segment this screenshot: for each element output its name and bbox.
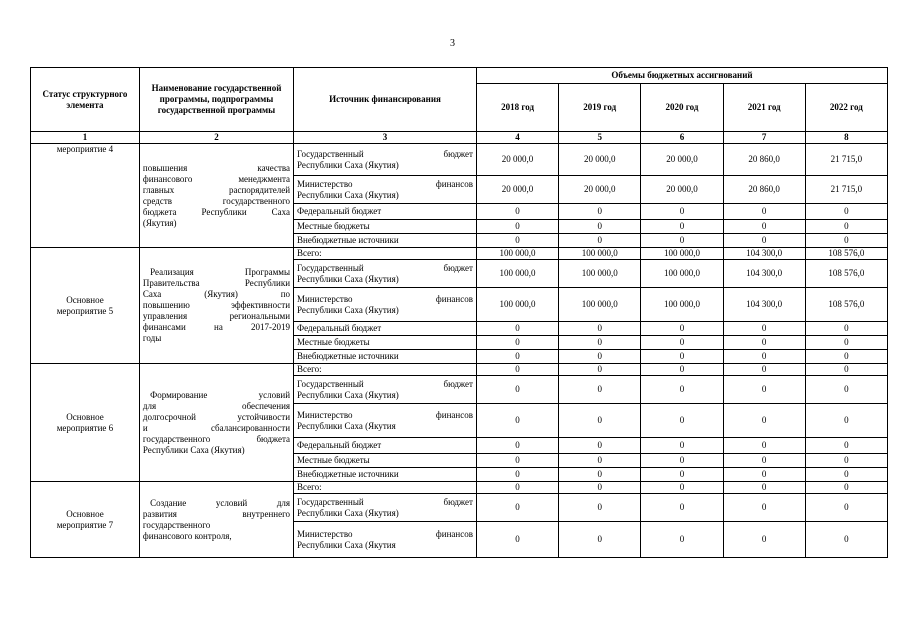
funding-source-line: Республики Саха (Якутия) bbox=[297, 389, 399, 400]
budget-value: 100 000,0 bbox=[476, 260, 558, 288]
budget-value: 0 bbox=[476, 204, 558, 220]
budget-value: 100 000,0 bbox=[476, 248, 558, 260]
budget-value: 0 bbox=[641, 322, 723, 336]
budget-value: 0 bbox=[559, 336, 641, 350]
funding-source-line: Республики Саха (Якутия) bbox=[297, 507, 399, 518]
budget-value: 0 bbox=[805, 336, 887, 350]
funding-source-line: Местные бюджеты bbox=[297, 455, 370, 465]
program-name-line: для обеспечения bbox=[142, 400, 291, 411]
funding-source-cell bbox=[294, 376, 477, 404]
budget-value: 0 bbox=[805, 234, 887, 248]
budget-value: 0 bbox=[476, 350, 558, 364]
budget-value: 0 bbox=[476, 364, 558, 376]
funding-source-cell bbox=[294, 482, 477, 494]
funding-source-cell bbox=[294, 220, 477, 234]
page-number: 3 bbox=[450, 38, 455, 49]
budget-value: 100 000,0 bbox=[476, 288, 558, 322]
funding-source-cell bbox=[294, 336, 477, 350]
budget-value: 0 bbox=[805, 468, 887, 482]
funding-source-line: Государственный бюджет bbox=[297, 378, 473, 389]
budget-value: 108 576,0 bbox=[805, 288, 887, 322]
program-name-line: государственного bbox=[142, 519, 211, 530]
budget-value: 0 bbox=[805, 376, 887, 404]
budget-value: 0 bbox=[641, 220, 723, 234]
budget-value: 100 000,0 bbox=[559, 248, 641, 260]
budget-value: 0 bbox=[805, 322, 887, 336]
funding-source-line: Федеральный бюджет bbox=[297, 323, 382, 333]
funding-source-cell bbox=[294, 260, 477, 288]
budget-value: 100 000,0 bbox=[559, 288, 641, 322]
program-name-line: Правительства Республики bbox=[142, 278, 291, 288]
budget-value: 0 bbox=[641, 494, 723, 522]
funding-source-line: Государственный бюджет bbox=[297, 148, 473, 159]
budget-value: 0 bbox=[476, 494, 558, 522]
budget-value: 0 bbox=[805, 454, 887, 468]
column-number: 4 bbox=[476, 132, 558, 144]
column-number: 5 bbox=[559, 132, 641, 144]
budget-value: 0 bbox=[559, 494, 641, 522]
budget-value: 0 bbox=[723, 522, 805, 558]
funding-source-cell bbox=[294, 364, 477, 376]
program-name-line: финансового контроля, bbox=[142, 530, 232, 541]
status-line: мероприятие 6 bbox=[56, 422, 114, 433]
header-budget-volumes: Объемы бюджетных ассигнований bbox=[476, 68, 887, 84]
program-name-line: финансового менеджмента bbox=[142, 173, 291, 184]
budget-value: 0 bbox=[476, 234, 558, 248]
program-name-line: средств государственного bbox=[142, 195, 291, 206]
budget-value: 0 bbox=[805, 350, 887, 364]
budget-value: 0 bbox=[805, 220, 887, 234]
program-name-line: развития внутреннего bbox=[142, 508, 291, 519]
funding-source-line: Внебюджетные источники bbox=[297, 235, 399, 245]
program-name-line: Республики Саха (Якутия) bbox=[142, 444, 245, 455]
budget-value: 0 bbox=[476, 404, 558, 438]
budget-value: 0 bbox=[723, 404, 805, 438]
budget-value: 0 bbox=[559, 364, 641, 376]
budget-value: 104 300,0 bbox=[723, 260, 805, 288]
status-line: Основное bbox=[66, 508, 104, 519]
budget-value: 0 bbox=[723, 468, 805, 482]
column-number: 1 bbox=[31, 132, 140, 144]
budget-value: 0 bbox=[805, 494, 887, 522]
budget-value: 100 000,0 bbox=[641, 248, 723, 260]
budget-value: 0 bbox=[805, 404, 887, 438]
budget-value: 100 000,0 bbox=[641, 288, 723, 322]
budget-value: 0 bbox=[559, 438, 641, 454]
funding-source-cell bbox=[294, 350, 477, 364]
funding-source-cell bbox=[294, 522, 477, 558]
budget-value: 0 bbox=[476, 482, 558, 494]
budget-value: 0 bbox=[805, 204, 887, 220]
table-row bbox=[31, 248, 888, 260]
status-line: мероприятие 7 bbox=[56, 519, 114, 530]
funding-source-line: Всего: bbox=[297, 482, 322, 492]
budget-value: 0 bbox=[559, 404, 641, 438]
budget-value: 0 bbox=[723, 220, 805, 234]
budget-value: 0 bbox=[559, 482, 641, 494]
program-name-line: государственного бюджета bbox=[142, 433, 291, 444]
status-cell bbox=[31, 482, 140, 558]
program-name-cell bbox=[139, 364, 293, 482]
funding-source-line: Внебюджетные источники bbox=[297, 469, 399, 479]
budget-value: 100 000,0 bbox=[559, 260, 641, 288]
budget-value: 21 715,0 bbox=[805, 144, 887, 176]
funding-source-cell bbox=[294, 438, 477, 454]
funding-source-line: Всего: bbox=[297, 248, 322, 258]
budget-value: 0 bbox=[641, 336, 723, 350]
budget-value: 0 bbox=[805, 522, 887, 558]
program-name-line: Создание условий для bbox=[150, 497, 291, 508]
budget-value: 0 bbox=[641, 468, 723, 482]
budget-value: 20 000,0 bbox=[641, 144, 723, 176]
budget-value: 20 000,0 bbox=[476, 144, 558, 176]
budget-value: 0 bbox=[476, 454, 558, 468]
funding-source-line: Федеральный бюджет bbox=[297, 440, 382, 450]
budget-value: 20 000,0 bbox=[559, 176, 641, 204]
budget-value: 100 000,0 bbox=[641, 260, 723, 288]
program-name-line: и сбалансированности bbox=[142, 422, 291, 433]
column-number: 3 bbox=[294, 132, 477, 144]
program-name-line: бюджета Республики Саха bbox=[142, 206, 291, 217]
program-name-line: Формирование условий bbox=[150, 389, 291, 400]
program-name-line: Саха (Якутия) по bbox=[142, 289, 291, 299]
funding-source-cell bbox=[294, 404, 477, 438]
funding-source-line: Министерство финансов bbox=[297, 409, 473, 420]
funding-source-line: Министерство финансов bbox=[297, 293, 473, 304]
budget-value: 0 bbox=[641, 364, 723, 376]
budget-value: 0 bbox=[723, 322, 805, 336]
budget-value: 0 bbox=[559, 350, 641, 364]
budget-value: 20 000,0 bbox=[641, 176, 723, 204]
status-line: Основное bbox=[66, 294, 104, 305]
funding-source-line: Местные бюджеты bbox=[297, 337, 370, 347]
column-number: 7 bbox=[723, 132, 805, 144]
budget-value: 0 bbox=[641, 376, 723, 404]
program-name-cell bbox=[139, 144, 293, 248]
budget-value: 0 bbox=[723, 376, 805, 404]
budget-value: 0 bbox=[641, 350, 723, 364]
budget-value: 0 bbox=[723, 350, 805, 364]
funding-source-cell bbox=[294, 176, 477, 204]
budget-value: 21 715,0 bbox=[805, 176, 887, 204]
budget-value: 0 bbox=[641, 404, 723, 438]
budget-value: 0 bbox=[723, 204, 805, 220]
budget-value: 0 bbox=[723, 494, 805, 522]
budget-value: 0 bbox=[559, 204, 641, 220]
header-year: 2021 год bbox=[723, 84, 805, 132]
header-year: 2022 год bbox=[805, 84, 887, 132]
funding-source-line: Государственный бюджет bbox=[297, 496, 473, 507]
status-cell bbox=[31, 248, 140, 364]
header-year: 2019 год bbox=[559, 84, 641, 132]
program-name-line: повышению эффективности bbox=[142, 300, 291, 310]
program-name-line: Реализация Программы bbox=[150, 267, 291, 277]
funding-source-line: Республики Саха (Якутия bbox=[297, 539, 396, 550]
budget-value: 0 bbox=[559, 220, 641, 234]
header-status: Статус структурного элемента bbox=[31, 68, 140, 132]
budget-value: 0 bbox=[476, 376, 558, 404]
funding-source-line: Республики Саха (Якутия) bbox=[297, 273, 399, 284]
funding-source-line: Республики Саха (Якутия bbox=[297, 420, 396, 431]
funding-source-cell bbox=[294, 204, 477, 220]
column-number: 2 bbox=[139, 132, 293, 144]
budget-value: 0 bbox=[559, 522, 641, 558]
funding-source-line: Министерство финансов bbox=[297, 178, 473, 189]
program-name-line: (Якутия) bbox=[142, 217, 177, 228]
funding-source-cell bbox=[294, 144, 477, 176]
status-cell bbox=[31, 364, 140, 482]
status-line: мероприятие 5 bbox=[56, 305, 114, 316]
table-row bbox=[31, 144, 888, 176]
budget-value: 0 bbox=[559, 322, 641, 336]
budget-value: 108 576,0 bbox=[805, 248, 887, 260]
table-row bbox=[31, 364, 888, 376]
budget-value: 0 bbox=[723, 482, 805, 494]
table-row bbox=[31, 482, 888, 494]
funding-source-cell bbox=[294, 288, 477, 322]
budget-value: 0 bbox=[476, 322, 558, 336]
program-name-line: долгосрочной устойчивости bbox=[142, 411, 291, 422]
budget-value: 0 bbox=[476, 522, 558, 558]
budget-value: 0 bbox=[723, 454, 805, 468]
program-name-line: годы bbox=[142, 333, 162, 343]
budget-value: 0 bbox=[476, 468, 558, 482]
header-program-name: Наименование государственной программы, подпрограммы государственной программы bbox=[139, 68, 293, 132]
funding-source-line: Республики Саха (Якутия) bbox=[297, 189, 399, 200]
budget-value: 0 bbox=[805, 364, 887, 376]
budget-value: 0 bbox=[559, 454, 641, 468]
funding-source-cell bbox=[294, 468, 477, 482]
funding-source-line: Министерство финансов bbox=[297, 528, 473, 539]
budget-value: 104 300,0 bbox=[723, 288, 805, 322]
budget-value: 0 bbox=[805, 482, 887, 494]
budget-value: 20 860,0 bbox=[723, 176, 805, 204]
program-name-line: финансами на 2017-2019 bbox=[142, 322, 291, 332]
funding-source-cell bbox=[294, 234, 477, 248]
budget-value: 0 bbox=[641, 204, 723, 220]
funding-source-line: Республики Саха (Якутия) bbox=[297, 304, 399, 315]
budget-value: 0 bbox=[641, 454, 723, 468]
header-year: 2020 год bbox=[641, 84, 723, 132]
budget-value: 108 576,0 bbox=[805, 260, 887, 288]
budget-value: 0 bbox=[641, 438, 723, 454]
budget-value: 0 bbox=[476, 336, 558, 350]
column-number: 8 bbox=[805, 132, 887, 144]
budget-value: 0 bbox=[559, 376, 641, 404]
budget-value: 0 bbox=[641, 522, 723, 558]
budget-value: 0 bbox=[723, 438, 805, 454]
budget-table bbox=[30, 67, 888, 558]
funding-source-cell bbox=[294, 454, 477, 468]
budget-value: 0 bbox=[805, 438, 887, 454]
funding-source-line: Федеральный бюджет bbox=[297, 206, 382, 216]
funding-source-cell bbox=[294, 248, 477, 260]
budget-value: 0 bbox=[723, 234, 805, 248]
header-funding-source: Источник финансирования bbox=[294, 68, 477, 132]
column-number: 6 bbox=[641, 132, 723, 144]
program-name-line: управления региональными bbox=[142, 311, 291, 321]
status-text: мероприятие 4 bbox=[56, 144, 114, 154]
funding-source-line: Государственный бюджет bbox=[297, 262, 473, 273]
funding-source-line: Республики Саха (Якутия) bbox=[297, 159, 399, 170]
program-name-cell bbox=[139, 482, 293, 558]
budget-value: 20 000,0 bbox=[476, 176, 558, 204]
program-name-cell bbox=[139, 248, 293, 364]
budget-value: 0 bbox=[641, 234, 723, 248]
funding-source-line: Внебюджетные источники bbox=[297, 351, 399, 361]
funding-source-line: Местные бюджеты bbox=[297, 221, 370, 231]
budget-value: 0 bbox=[723, 336, 805, 350]
budget-value: 104 300,0 bbox=[723, 248, 805, 260]
budget-value: 0 bbox=[476, 438, 558, 454]
budget-value: 0 bbox=[476, 220, 558, 234]
budget-value: 20 860,0 bbox=[723, 144, 805, 176]
funding-source-cell bbox=[294, 494, 477, 522]
program-name-line: повышения качества bbox=[142, 162, 291, 173]
budget-value: 0 bbox=[641, 482, 723, 494]
funding-source-cell bbox=[294, 322, 477, 336]
status-cell bbox=[31, 144, 140, 248]
budget-value: 0 bbox=[559, 468, 641, 482]
budget-value: 20 000,0 bbox=[559, 144, 641, 176]
program-name-line: главных распорядителей bbox=[142, 184, 291, 195]
funding-source-line: Всего: bbox=[297, 364, 322, 374]
budget-value: 0 bbox=[723, 364, 805, 376]
budget-value: 0 bbox=[559, 234, 641, 248]
status-line: Основное bbox=[66, 411, 104, 422]
header-year: 2018 год bbox=[476, 84, 558, 132]
